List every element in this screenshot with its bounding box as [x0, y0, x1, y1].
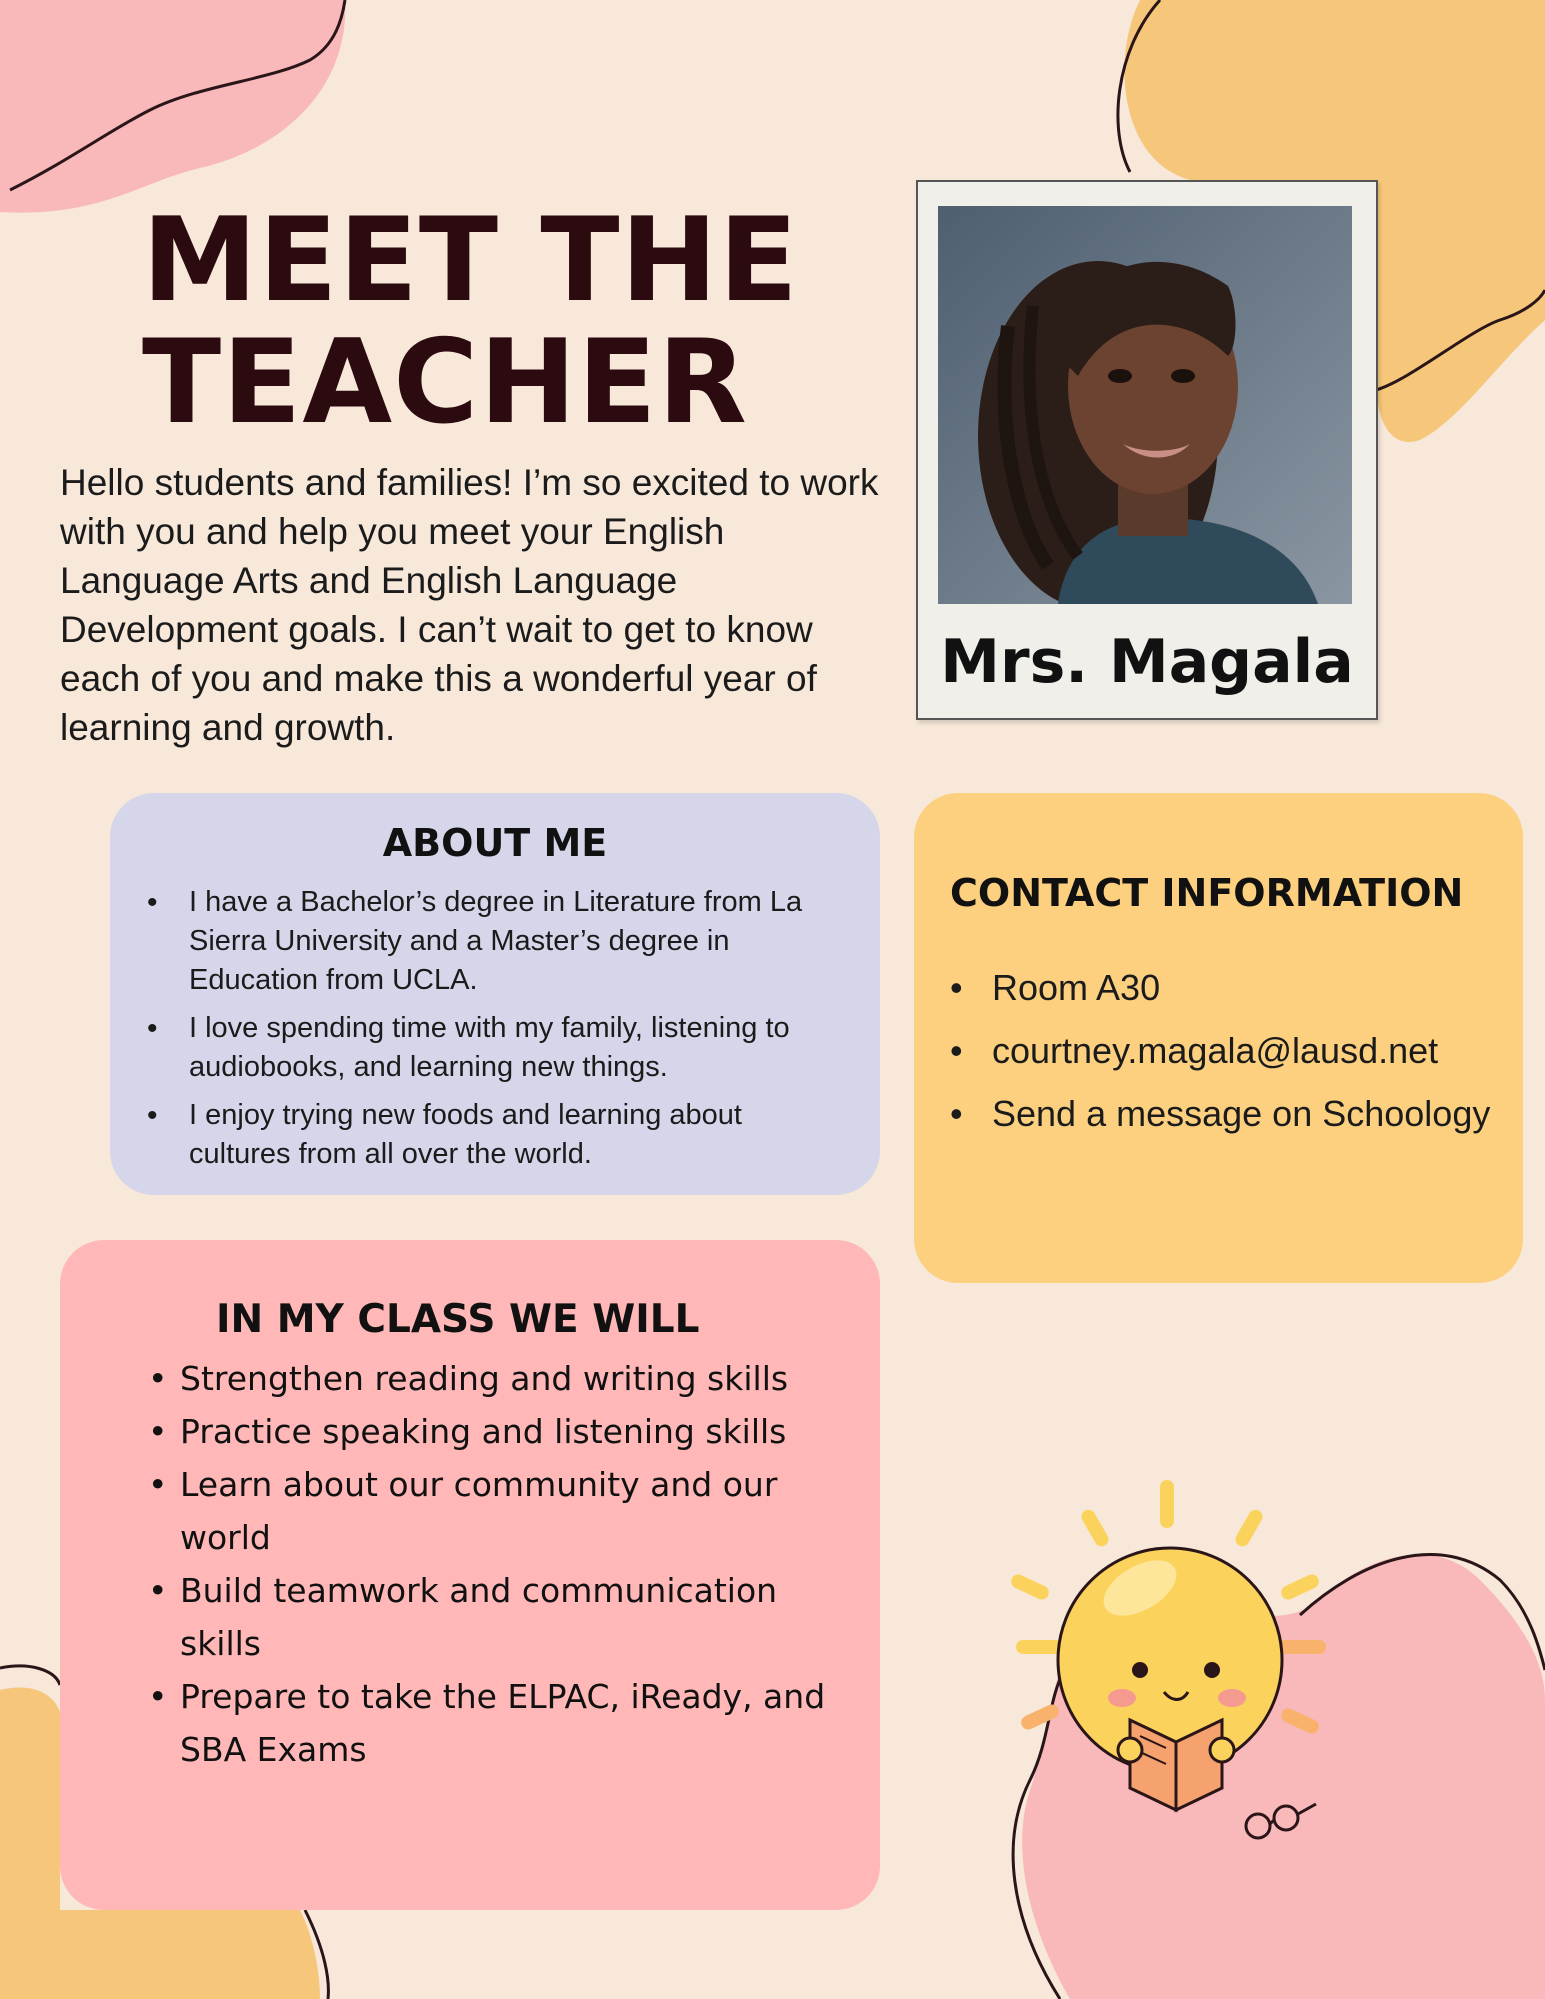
list-item: • Practice speaking and listening skills: [180, 1405, 830, 1458]
contact-schoology: • Send a message on Schoology: [992, 1089, 1512, 1138]
list-item: • Build teamwork and communication skills: [180, 1564, 830, 1670]
contact-list: [992, 963, 1512, 1152]
title-line-1: MEET THE: [142, 193, 799, 328]
teacher-name: Mrs. Magala: [940, 627, 1354, 697]
title-line-2: TEACHER: [142, 315, 748, 450]
about-me-card: [110, 793, 880, 1195]
teacher-portrait-photo: [938, 206, 1352, 604]
pink-blob-top-left: [0, 0, 345, 213]
smiling-sun-reading-book-icon: [980, 1470, 1360, 1850]
contact-information-card: [914, 793, 1523, 1283]
contact-email[interactable]: • courtney.magala@lausd.net: [992, 1026, 1512, 1075]
list-item: • Strengthen reading and writing skills: [180, 1352, 830, 1405]
about-me-heading: ABOUT ME: [382, 821, 608, 865]
glasses-icon: [1246, 1804, 1316, 1838]
teacher-polaroid: [916, 180, 1378, 720]
page-title: [142, 193, 799, 450]
intro-paragraph: Hello students and families! I’m so excited to work with you and help you meet your English Language Arts and English Language Development goals. I can’t wait to get to know each of you and make this a wonderful year of learning and growth.: [60, 462, 879, 748]
class-heading: IN MY CLASS WE WILL: [216, 1297, 700, 1342]
list-item: • I enjoy trying new foods and learning about cultures from all over the world.: [189, 1096, 829, 1174]
about-me-list: [189, 883, 829, 1183]
in-my-class-card: [60, 1240, 880, 1910]
contact-heading: CONTACT INFORMATION: [950, 871, 1464, 915]
list-item: • I have a Bachelor’s degree in Literature from La Sierra University and a Master’s degree in Education from UCLA.: [189, 883, 829, 1000]
list-item: • I love spending time with my family, listening to audiobooks, and learning new things.: [189, 1009, 829, 1087]
list-item: • Prepare to take the ELPAC, iReady, and SBA Exams: [180, 1670, 830, 1776]
contact-room: • Room A30: [992, 963, 1512, 1012]
class-goals-list: [180, 1352, 830, 1776]
list-item: • Learn about our community and our world: [180, 1458, 830, 1564]
